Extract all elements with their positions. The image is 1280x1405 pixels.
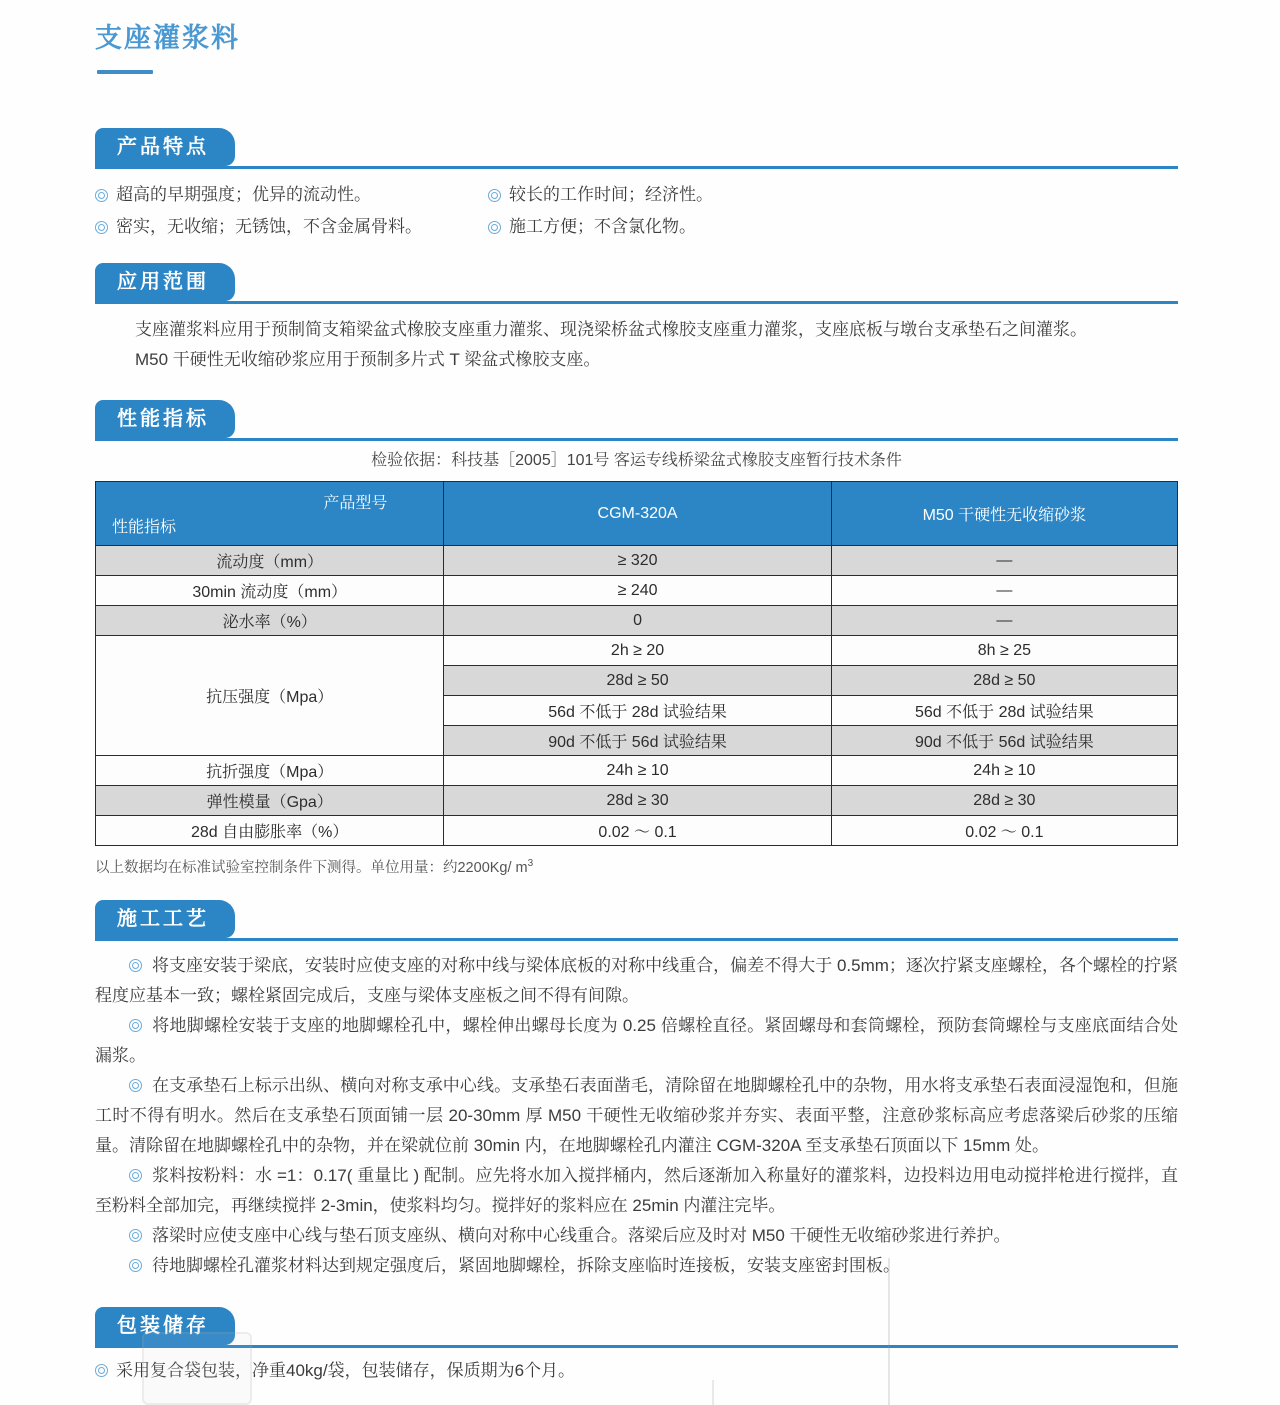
step-text: 待地脚螺栓孔灌浆材料达到规定强度后，紧固地脚螺栓，拆除支座临时连接板，安装支座密封围板。	[152, 1255, 900, 1275]
feature-item	[488, 213, 1178, 241]
construction-step	[95, 1011, 1178, 1071]
cell-cgm: 28d ≥ 30	[444, 786, 831, 816]
double-circle-bullet-icon	[95, 221, 108, 234]
step-text: 浆料按粉料：水 =1：0.17( 重量比 ) 配制。应先将水加入搅拌桶内，然后逐渐加入称量好的灌浆料，边投料边用电动搅拌枪进行搅拌，直至粉料全部加完，再继续搅拌 2-3min，使浆料均匀。搅拌好的浆料应在 25min 内灌注完毕。	[95, 1165, 1178, 1215]
cell-m50: —	[831, 606, 1177, 636]
cell-cgm: 56d 不低于 28d 试验结果	[444, 696, 831, 726]
cell-cgm: 90d 不低于 56d 试验结果	[444, 726, 831, 756]
table-footnote	[95, 854, 1178, 878]
double-circle-bullet-icon	[129, 1229, 142, 1242]
row-label: 28d 自由膨胀率（%）	[96, 816, 444, 846]
section-performance	[95, 400, 1178, 878]
double-circle-bullet-icon	[95, 189, 108, 202]
step-text: 落梁时应使支座中心线与垫石顶支座纵、横向对称中心线重合。落梁后应及时对 M50 干硬性无收缩砂浆进行养护。	[152, 1225, 1011, 1245]
construction-step	[95, 951, 1178, 1011]
cell-m50: 56d 不低于 28d 试验结果	[831, 696, 1177, 726]
cell-cgm: 2h ≥ 20	[444, 636, 831, 666]
packaging-item	[95, 1358, 1178, 1384]
double-circle-bullet-icon	[488, 189, 501, 202]
table-row	[96, 576, 1178, 606]
footnote-superscript: 3	[527, 858, 534, 869]
section-tab-application: 应用范围	[95, 263, 235, 301]
section-tab-features: 产品特点	[95, 128, 235, 166]
cell-m50: 24h ≥ 10	[831, 756, 1177, 786]
section-tab-packaging: 包装储存	[95, 1307, 235, 1345]
construction-step	[95, 1071, 1178, 1161]
row-label: 抗折强度（Mpa）	[96, 756, 444, 786]
double-circle-bullet-icon	[129, 959, 142, 972]
double-circle-bullet-icon	[95, 1364, 108, 1377]
performance-table	[95, 481, 1178, 846]
cell-m50: 28d ≥ 30	[831, 786, 1177, 816]
double-circle-bullet-icon	[488, 221, 501, 234]
section-header	[95, 263, 1178, 304]
table-row	[96, 606, 1178, 636]
construction-step	[95, 1161, 1178, 1221]
step-text: 将地脚螺栓安装于支座的地脚螺栓孔中，螺栓伸出螺母长度为 0.25 倍螺栓直径。紧固螺母和套筒螺栓，预防套筒螺栓与支座底面结合处漏浆。	[95, 1015, 1178, 1065]
section-construction	[95, 900, 1178, 1281]
construction-steps	[95, 951, 1178, 1281]
section-packaging	[95, 1307, 1178, 1384]
section-features	[95, 128, 1178, 241]
column-header-cgm320a: CGM-320A	[444, 482, 831, 546]
cell-m50: 0.02 ～ 0.1	[831, 816, 1177, 846]
cell-m50: 8h ≥ 25	[831, 636, 1177, 666]
cell-cgm: 0	[444, 606, 831, 636]
feature-item	[95, 213, 488, 241]
photo-artifact	[888, 1258, 890, 1405]
corner-label-performance-index: 性能指标	[112, 519, 177, 536]
table-header-row	[96, 482, 1178, 546]
table-row	[96, 756, 1178, 786]
column-header-m50: M50 干硬性无收缩砂浆	[831, 482, 1177, 546]
corner-label-product-model: 产品型号	[323, 495, 388, 512]
cell-cgm: 0.02 ～ 0.1	[444, 816, 831, 846]
section-tab-construction: 施工工艺	[95, 900, 235, 938]
section-header	[95, 1307, 1178, 1348]
feature-text: 超高的早期强度；优异的流动性。	[116, 185, 371, 204]
page-title: 支座灌浆料	[95, 23, 240, 53]
section-tab-performance: 性能指标	[95, 400, 235, 438]
row-label-compressive-strength: 抗压强度（Mpa）	[96, 636, 444, 756]
row-label: 弹性模量（Gpa）	[96, 786, 444, 816]
test-basis-note: 检验依据：科技基［2005］101号 客运专线桥梁盆式橡胶支座暂行技术条件	[371, 452, 902, 469]
section-header	[95, 400, 1178, 441]
section-application	[95, 263, 1178, 375]
feature-text: 较长的工作时间；经济性。	[509, 185, 713, 204]
section-header	[95, 128, 1178, 169]
table-corner-cell	[96, 482, 444, 546]
table-row	[96, 636, 1178, 666]
table-row	[96, 546, 1178, 576]
application-paragraph: M50 干硬性无收缩砂浆应用于预制多片式 T 梁盆式橡胶支座。	[135, 350, 601, 369]
cell-cgm: ≥ 320	[444, 546, 831, 576]
row-label: 30min 流动度（mm）	[96, 576, 444, 606]
table-row	[96, 786, 1178, 816]
row-label: 流动度（mm）	[96, 546, 444, 576]
construction-step	[95, 1221, 1178, 1251]
cell-m50: —	[831, 546, 1177, 576]
double-circle-bullet-icon	[129, 1259, 142, 1272]
application-body	[95, 315, 1178, 375]
construction-step	[95, 1251, 1178, 1281]
photo-artifact	[142, 1332, 252, 1405]
row-label: 泌水率（%）	[96, 606, 444, 636]
section-header	[95, 900, 1178, 941]
application-paragraph: 支座灌浆料应用于预制简支箱梁盆式橡胶支座重力灌浆、现浇梁桥盆式橡胶支座重力灌浆，支座底板与墩台支承垫石之间灌浆。	[135, 320, 1087, 339]
double-circle-bullet-icon	[129, 1079, 142, 1092]
packaging-text: 采用复合袋包装，净重40kg/袋，包装储存，保质期为6个月。	[116, 1360, 576, 1380]
features-list	[95, 181, 1178, 241]
double-circle-bullet-icon	[129, 1019, 142, 1032]
table-row	[96, 816, 1178, 846]
feature-text: 施工方便；不含氯化物。	[509, 217, 696, 236]
cell-cgm: 24h ≥ 10	[444, 756, 831, 786]
step-text: 在支承垫石上标示出纵、横向对称支承中心线。支承垫石表面凿毛，清除留在地脚螺栓孔中的杂物，用水将支承垫石表面浸湿饱和，但施工时不得有明水。然后在支承垫石顶面铺一层 20-30mm 厚 M50 干硬性无收缩砂浆并夯实、表面平整，注意砂浆标高应考虑落梁后砂浆的压缩量。清除留在地脚螺栓孔中的杂物，并在梁就位前 30min 内，在地脚螺栓孔内灌注 CGM-320A 至支承垫石顶面以下 15mm 处。	[95, 1075, 1178, 1155]
feature-item	[95, 181, 488, 209]
feature-text: 密实，无收缩；无锈蚀，不含金属骨料。	[116, 217, 422, 236]
cell-m50: 90d 不低于 56d 试验结果	[831, 726, 1177, 756]
photo-artifact	[712, 1380, 714, 1405]
cell-m50: 28d ≥ 50	[831, 666, 1177, 696]
step-text: 将支座安装于梁底，安装时应使支座的对称中线与梁体底板的对称中线重合，偏差不得大于 0.5mm；逐次拧紧支座螺栓，各个螺栓的拧紧程度应基本一致；螺栓紧固完成后，支座与梁体支座板之间不得有间隙。	[95, 955, 1178, 1005]
footnote-text: 以上数据均在标准试验室控制条件下测得。单位用量：约2200Kg/ m	[95, 859, 528, 876]
title-underline	[97, 70, 153, 74]
feature-item	[488, 181, 1178, 209]
cell-cgm: ≥ 240	[444, 576, 831, 606]
cell-m50: —	[831, 576, 1177, 606]
cell-cgm: 28d ≥ 50	[444, 666, 831, 696]
double-circle-bullet-icon	[129, 1169, 142, 1182]
